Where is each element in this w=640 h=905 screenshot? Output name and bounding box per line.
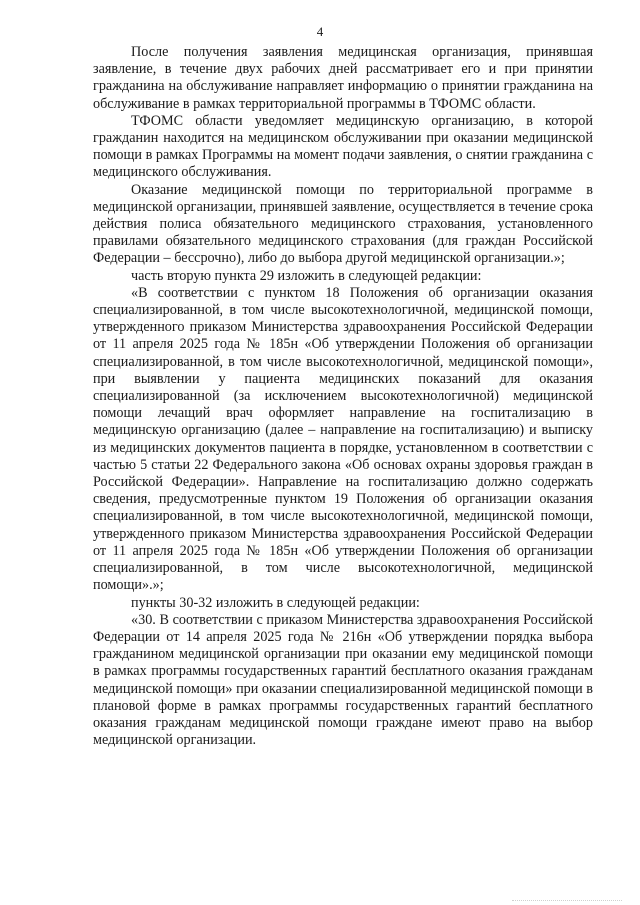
paragraph-amend-point-29: часть вторую пункта 29 изложить в следующей редакции: [131, 267, 482, 284]
paragraph-care-provision: Оказание медицинской помощи по территориальной программе в медицинской организации, принявшей заявление, осуществляется в течение срока действия полиса обязательного медицинского страхования, установленного правилами обязательного медицинского страхования (для граждан Российской Федерации – бессрочно), либо до выбора другой медицинской организации.»; [93, 181, 593, 267]
paragraph-point-29-text: «В соответствии с пунктом 18 Положения об организации оказания специализированной, в том числе высокотехнологичной, медицинской помощи, утвержденного приказом Министерства здравоохранения Российской Федерации от 11 апреля 2025 года № 185н «Об утверждении Положения об организации специализированной, в том числе высокотехнологичной, медицинской помощи», при выявлении у пациента медицинских показаний для оказания специализированной (за исключением высокотехнологичной) медицинской помощи лечащий врач оформляет направление на госпитализацию в медицинскую организацию (далее – направление на госпитализацию) и выписку из медицинских документов пациента в порядке, установленном в соответствии с частью 5 статьи 22 Федерального закона «Об основах охраны здоровья граждан в Российской Федерации». Направление на госпитализацию должно содержать сведения, предусмотренные пунктом 19 Положения об организации оказания специализированной, в том числе высокотехнологичной, медицинской помощи, утвержденного приказом Министерства здравоохранения Российской Федерации от 11 апреля 2025 года № 185н «Об утверждении Положения об организации специализированной, в том числе высокотехнологичной, медицинской помощи».»; [93, 284, 593, 594]
paragraph-tfoms-notification: ТФОМС области уведомляет медицинскую организацию, в которой гражданин находится на медицинском обслуживании при оказании медицинской помощи в рамках Программы на момент подачи заявления, о снятии гражданина с медицинского обслуживания. [93, 112, 593, 181]
document-body [93, 44, 593, 749]
paragraph-application-review: После получения заявления медицинская организация, принявшая заявление, в течение двух рабочих дней рассматривает его и при принятии гражданина на обслуживание направляет информацию о принятии гражданина на обслуживание в рамках территориальной программы в ТФОМС области. [93, 44, 593, 112]
scan-artifact [512, 890, 622, 901]
page-number: 4 [316, 24, 324, 39]
paragraph-amend-points-30-32: пункты 30-32 изложить в следующей редакции: [131, 594, 420, 611]
paragraph-point-30-text: «30. В соответствии с приказом Министерства здравоохранения Российской Федерации от 14 апреля 2025 года № 216н «Об утверждении порядка выбора гражданином медицинской организации при оказании ему медицинской помощи в рамках программы государственных гарантий бесплатного оказания гражданам медицинской помощи» при оказании специализированной медицинской помощи в плановой форме в рамках программы государственных гарантий бесплатного оказания гражданам медицинской помощи граждане имеют право на выбор медицинской организации. [93, 611, 593, 749]
